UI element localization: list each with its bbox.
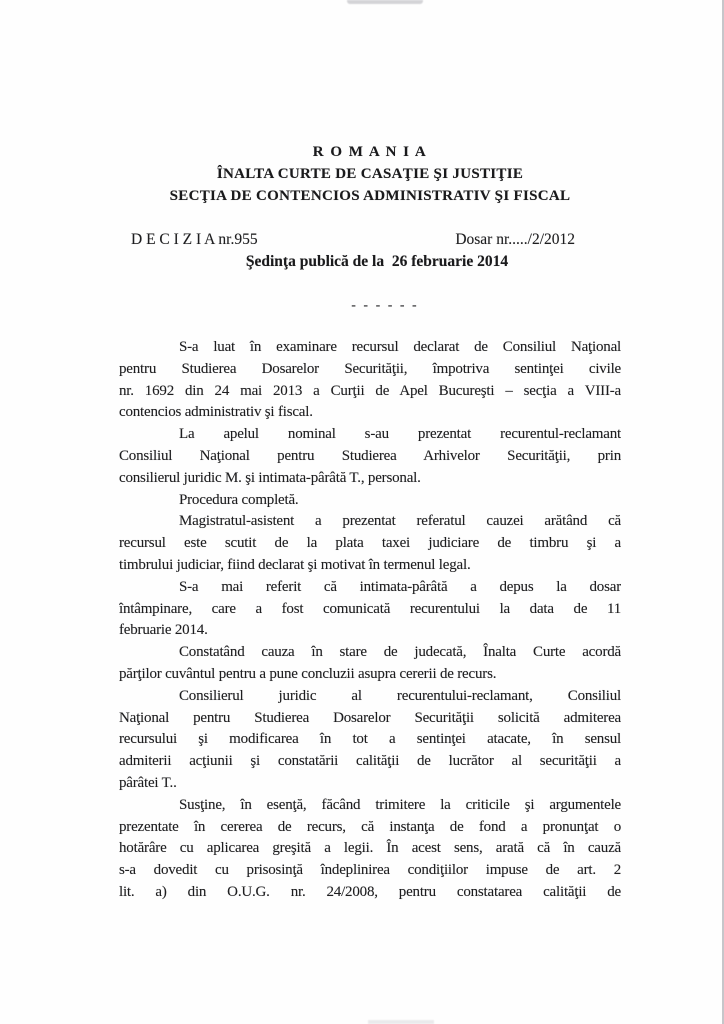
text-line: părţilor cuvântul pentru a pune concluzii asupra cererii de recurs. [119,665,497,682]
text-line: timbrului judiciar, fiind declarat şi motivat în termenul legal. [119,556,471,573]
paragraph [119,424,621,489]
text-line: S-a luat în examinare recursul declarat de Consiliul Naţional [179,339,621,355]
court-title: ÎNALTA CURTE DE CASAŢIE ŞI JUSTIŢIE [216,166,524,182]
paragraph [119,337,621,424]
dossier-number: Dosar nr...../2/2012 [455,231,575,248]
section-title: SECŢIA DE CONTENCIOS ADMINISTRATIV ŞI FISCAL [169,188,571,204]
case-reference-row [119,229,621,251]
document-body [119,337,621,904]
scan-artifact-bottom [368,1020,434,1024]
paragraph [119,490,621,512]
text-line: Consilierul juridic al recurentului-reclamant, Consiliul [179,687,621,704]
text-line: pentru Studierea Dosarelor Securităţii, împotriva sentinţei civile [119,360,621,377]
paragraph [119,686,621,795]
text-line: Naţional pentru Studierea Dosarelor Securităţii solicită admiterea [119,709,621,726]
text-line: La apelul nominal s-au prezentat recurentul-reclamant [179,426,621,443]
text-line: Procedura completă. [179,491,299,508]
text-line: lit. a) din O.U.G. nr. 24/2008, pentru constatarea calităţii de [119,883,621,900]
text-line: contencios administrativ şi fiscal. [119,404,313,421]
text-line: admiterii acţiunii şi constatării calităţii de lucrător al securităţii a [119,753,621,770]
decision-number: D E C I Z I A nr.955 [131,231,258,248]
text-line: Magistratul-asistent a prezentat referatul cauzei arătând că [179,513,621,530]
session-date: Şedinţa publică de la 26 februarie 2014 [245,253,509,270]
text-line: recursul este scutit de la plata taxei judiciare de timbru şi a [119,535,621,552]
text-line: S-a mai referit că intimata-pârâtă a depus la dosar [179,578,621,595]
scan-artifact-top [347,0,423,4]
text-line: recursului şi modificarea în tot a sentinţei atacate, în sensul [119,731,621,748]
text-line: consilierul juridic M. şi intimata-pârâtă T., personal. [119,469,421,486]
paragraph [119,795,621,904]
text-line: Constatând cauza în stare de judecată, Înalta Curte acordă [179,644,621,661]
paragraph [119,642,621,686]
document-content [119,141,621,904]
text-line: februarie 2014. [119,622,208,639]
text-line: s-a dovedit cu prisosinţă îndeplinirea condiţiilor impuse de art. 2 [119,862,621,879]
text-line: întâmpinare, care a fost comunicată recurentului la data de 11 [119,600,621,617]
text-line: Susţine, în esenţă, făcând trimitere la criticile şi argumentele [179,796,621,813]
paragraph [119,511,621,576]
text-line: hotărâre cu aplicarea greşită a legii. În acest sens, arată că în cauză [119,840,621,857]
text-line: pârâtei T.. [119,774,177,791]
text-line: prezentate în cererea de recurs, că instanţa de fond a pronunţat o [119,818,621,835]
country-title: R O M A N I A [312,144,428,160]
separator-dashes: - - - - - - [351,298,419,313]
text-line: nr. 1692 din 24 mai 2013 a Curţii de Apel Bucureşti – secţia a VIII-a [119,382,621,399]
text-line: Consiliul Naţional pentru Studierea Arhivelor Securităţii, prin [119,447,621,464]
paragraph [119,577,621,642]
